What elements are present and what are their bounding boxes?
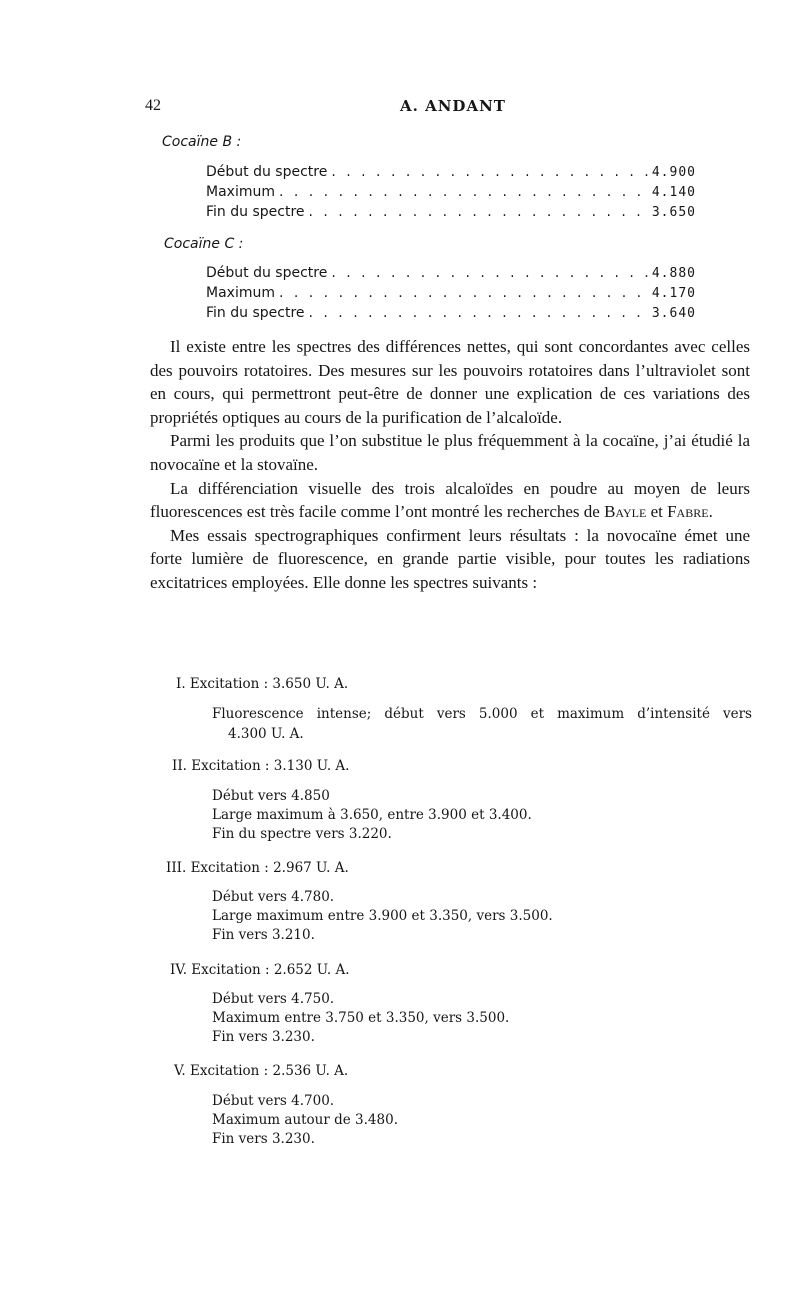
excitation-result: Début vers 4.700. [212, 1093, 335, 1109]
excitation-result: Début vers 4.750. [212, 991, 335, 1007]
spectrum-value: 4.140 [651, 185, 696, 200]
excitation-result: Maximum entre 3.750 et 3.350, vers 3.500. [212, 1010, 510, 1026]
spectrum-label: Début du spectre [206, 265, 328, 281]
spectrum-value: 4.170 [651, 286, 696, 301]
excitation-result: Fin vers 3.210. [212, 927, 315, 943]
cocaine-b-spectrum-table [206, 164, 696, 224]
spectrum-label: Maximum [206, 285, 275, 301]
excitation-result: Large maximum entre 3.900 et 3.350, vers 3.500. [212, 908, 553, 924]
spectrum-value: 4.900 [651, 165, 696, 180]
dot-leader [331, 265, 648, 281]
page-number: 42 [145, 97, 161, 114]
dot-leader [331, 164, 648, 180]
spectrum-row [206, 265, 696, 285]
spectrum-row [206, 164, 696, 184]
paragraph-differences: Il existe entre les spectres des différences nettes, qui sont concordantes avec celles des pouvoirs rotatoires. Des mesures sur les pouvoirs rotatoires dans l’ultraviolet sont en cours, qui permettront peut-être de donner une explication de ces variations des propriétés optiques au cours de la purification de l’alcaloïde. [150, 337, 750, 427]
dot-leader [279, 184, 648, 200]
spectrum-row [206, 204, 696, 224]
paragraph-text: . [708, 502, 713, 522]
excitation-heading: V. Excitation : 2.536 U. A. [174, 1063, 349, 1079]
excitation-result: Maximum autour de 3.480. [212, 1112, 398, 1128]
cocaine-b-title: Cocaïne B : [162, 134, 242, 150]
page-header [145, 97, 765, 121]
spectrum-row [206, 305, 696, 325]
spectrum-label: Début du spectre [206, 164, 328, 180]
paragraph-spectrographic: Mes essais spectrographiques confirment leurs résultats : la novocaïne émet une forte lumière de fluorescence, en grande partie visible, pour toutes les radiations excitatrices employées. Elle donne les spectres suivants : [150, 525, 750, 592]
excitation-result: Fin vers 3.230. [212, 1029, 315, 1045]
spectrum-label: Maximum [206, 184, 275, 200]
excitation-heading: III. Excitation : 2.967 U. A. [166, 860, 349, 876]
excitation-heading: IV. Excitation : 2.652 U. A. [170, 962, 350, 978]
spectrum-row [206, 285, 696, 305]
excitation-result: Fin vers 3.230. [212, 1131, 315, 1147]
excitation-heading: II. Excitation : 3.130 U. A. [172, 758, 350, 774]
paragraph-substitutes: Parmi les produits que l’on substitue le plus fréquemment à la cocaïne, j’ai étudié la novocaïne et la stovaïne. [150, 431, 750, 474]
dot-leader [279, 285, 648, 301]
spectrum-value: 3.650 [651, 205, 696, 220]
dot-leader [309, 204, 648, 220]
excitation-result: Début vers 4.780. [212, 889, 335, 905]
paragraph-text: La différenciation visuelle des trois alcaloïdes en poudre au moyen de leurs fluorescences est très facile comme l’ont montré les recherches de [150, 478, 750, 522]
cocaine-c-title: Cocaïne C : [164, 236, 244, 252]
body-text [150, 335, 750, 595]
cocaine-c-spectrum-table [206, 265, 696, 325]
excitation-result: Fin du spectre vers 3.220. [212, 826, 392, 842]
paragraph-text: et [646, 502, 668, 522]
spectrum-label: Fin du spectre [206, 204, 305, 220]
author-name: Fabre [667, 502, 709, 522]
excitation-result: Fluorescence intense; début vers 5.000 et maximum d’intensité vers [212, 706, 752, 722]
author-name: Bayle [604, 502, 647, 522]
excitation-result: Début vers 4.850 [212, 788, 330, 804]
excitation-heading: I. Excitation : 3.650 U. A. [176, 676, 349, 692]
spectrum-value: 4.880 [651, 266, 696, 281]
excitation-result: 4.300 U. A. [228, 726, 304, 742]
spectrum-label: Fin du spectre [206, 305, 305, 321]
spectrum-row [206, 184, 696, 204]
dot-leader [309, 305, 648, 321]
running-head: A. ANDANT [400, 97, 506, 115]
paragraph-differentiation [150, 477, 750, 524]
excitation-result: Large maximum à 3.650, entre 3.900 et 3.400. [212, 807, 532, 823]
spectrum-value: 3.640 [651, 306, 696, 321]
